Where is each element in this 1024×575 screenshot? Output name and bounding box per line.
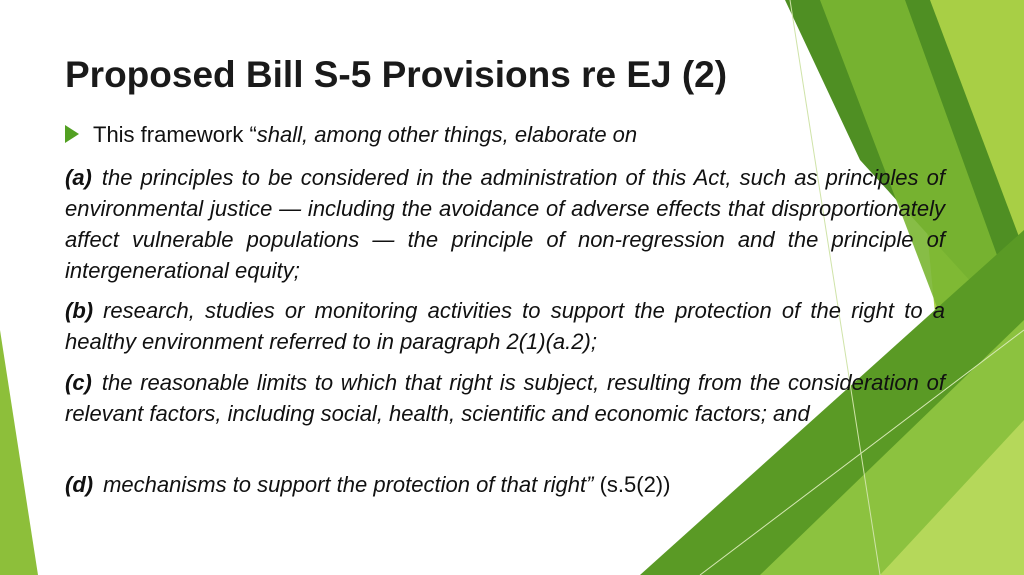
slide-title: Proposed Bill S-5 Provisions re EJ (2) (65, 54, 728, 95)
item-text: the reasonable limits to which that right is subject, resulting from the consideration of relevant factors, including social, health, scientific and economic factors; and (65, 370, 945, 426)
item-label: (d) (65, 472, 94, 497)
provision-item-d (65, 469, 945, 500)
provision-item-b (65, 295, 945, 357)
provision-item-a (65, 162, 945, 286)
item-text: mechanisms to support the protection of that right” (103, 472, 594, 497)
item-label: (a) (65, 165, 92, 190)
provision-item-c (65, 367, 945, 429)
item-citation: (s.5(2)) (593, 472, 671, 497)
item-label: (b) (65, 298, 94, 323)
item-text: research, studies or monitoring activities to support the protection of the right to a healthy environment referred to in paragraph 2(1)(a.2); (65, 298, 945, 354)
bullet-line (65, 121, 637, 149)
left-green-triangle (0, 330, 38, 575)
item-label: (c) (65, 370, 92, 395)
bullet-arrow-icon (65, 125, 79, 143)
bullet-prefix: This framework “ (93, 122, 257, 147)
item-text: the principles to be considered in the administration of this Act, such as principles of environmental justice — including the avoidance of adverse effects that disproportionately affect vulnerable populations — the principle of non-regression and the principle of intergenerational equity; (65, 165, 945, 283)
bullet-quote: shall, among other things, elaborate on (256, 122, 638, 147)
